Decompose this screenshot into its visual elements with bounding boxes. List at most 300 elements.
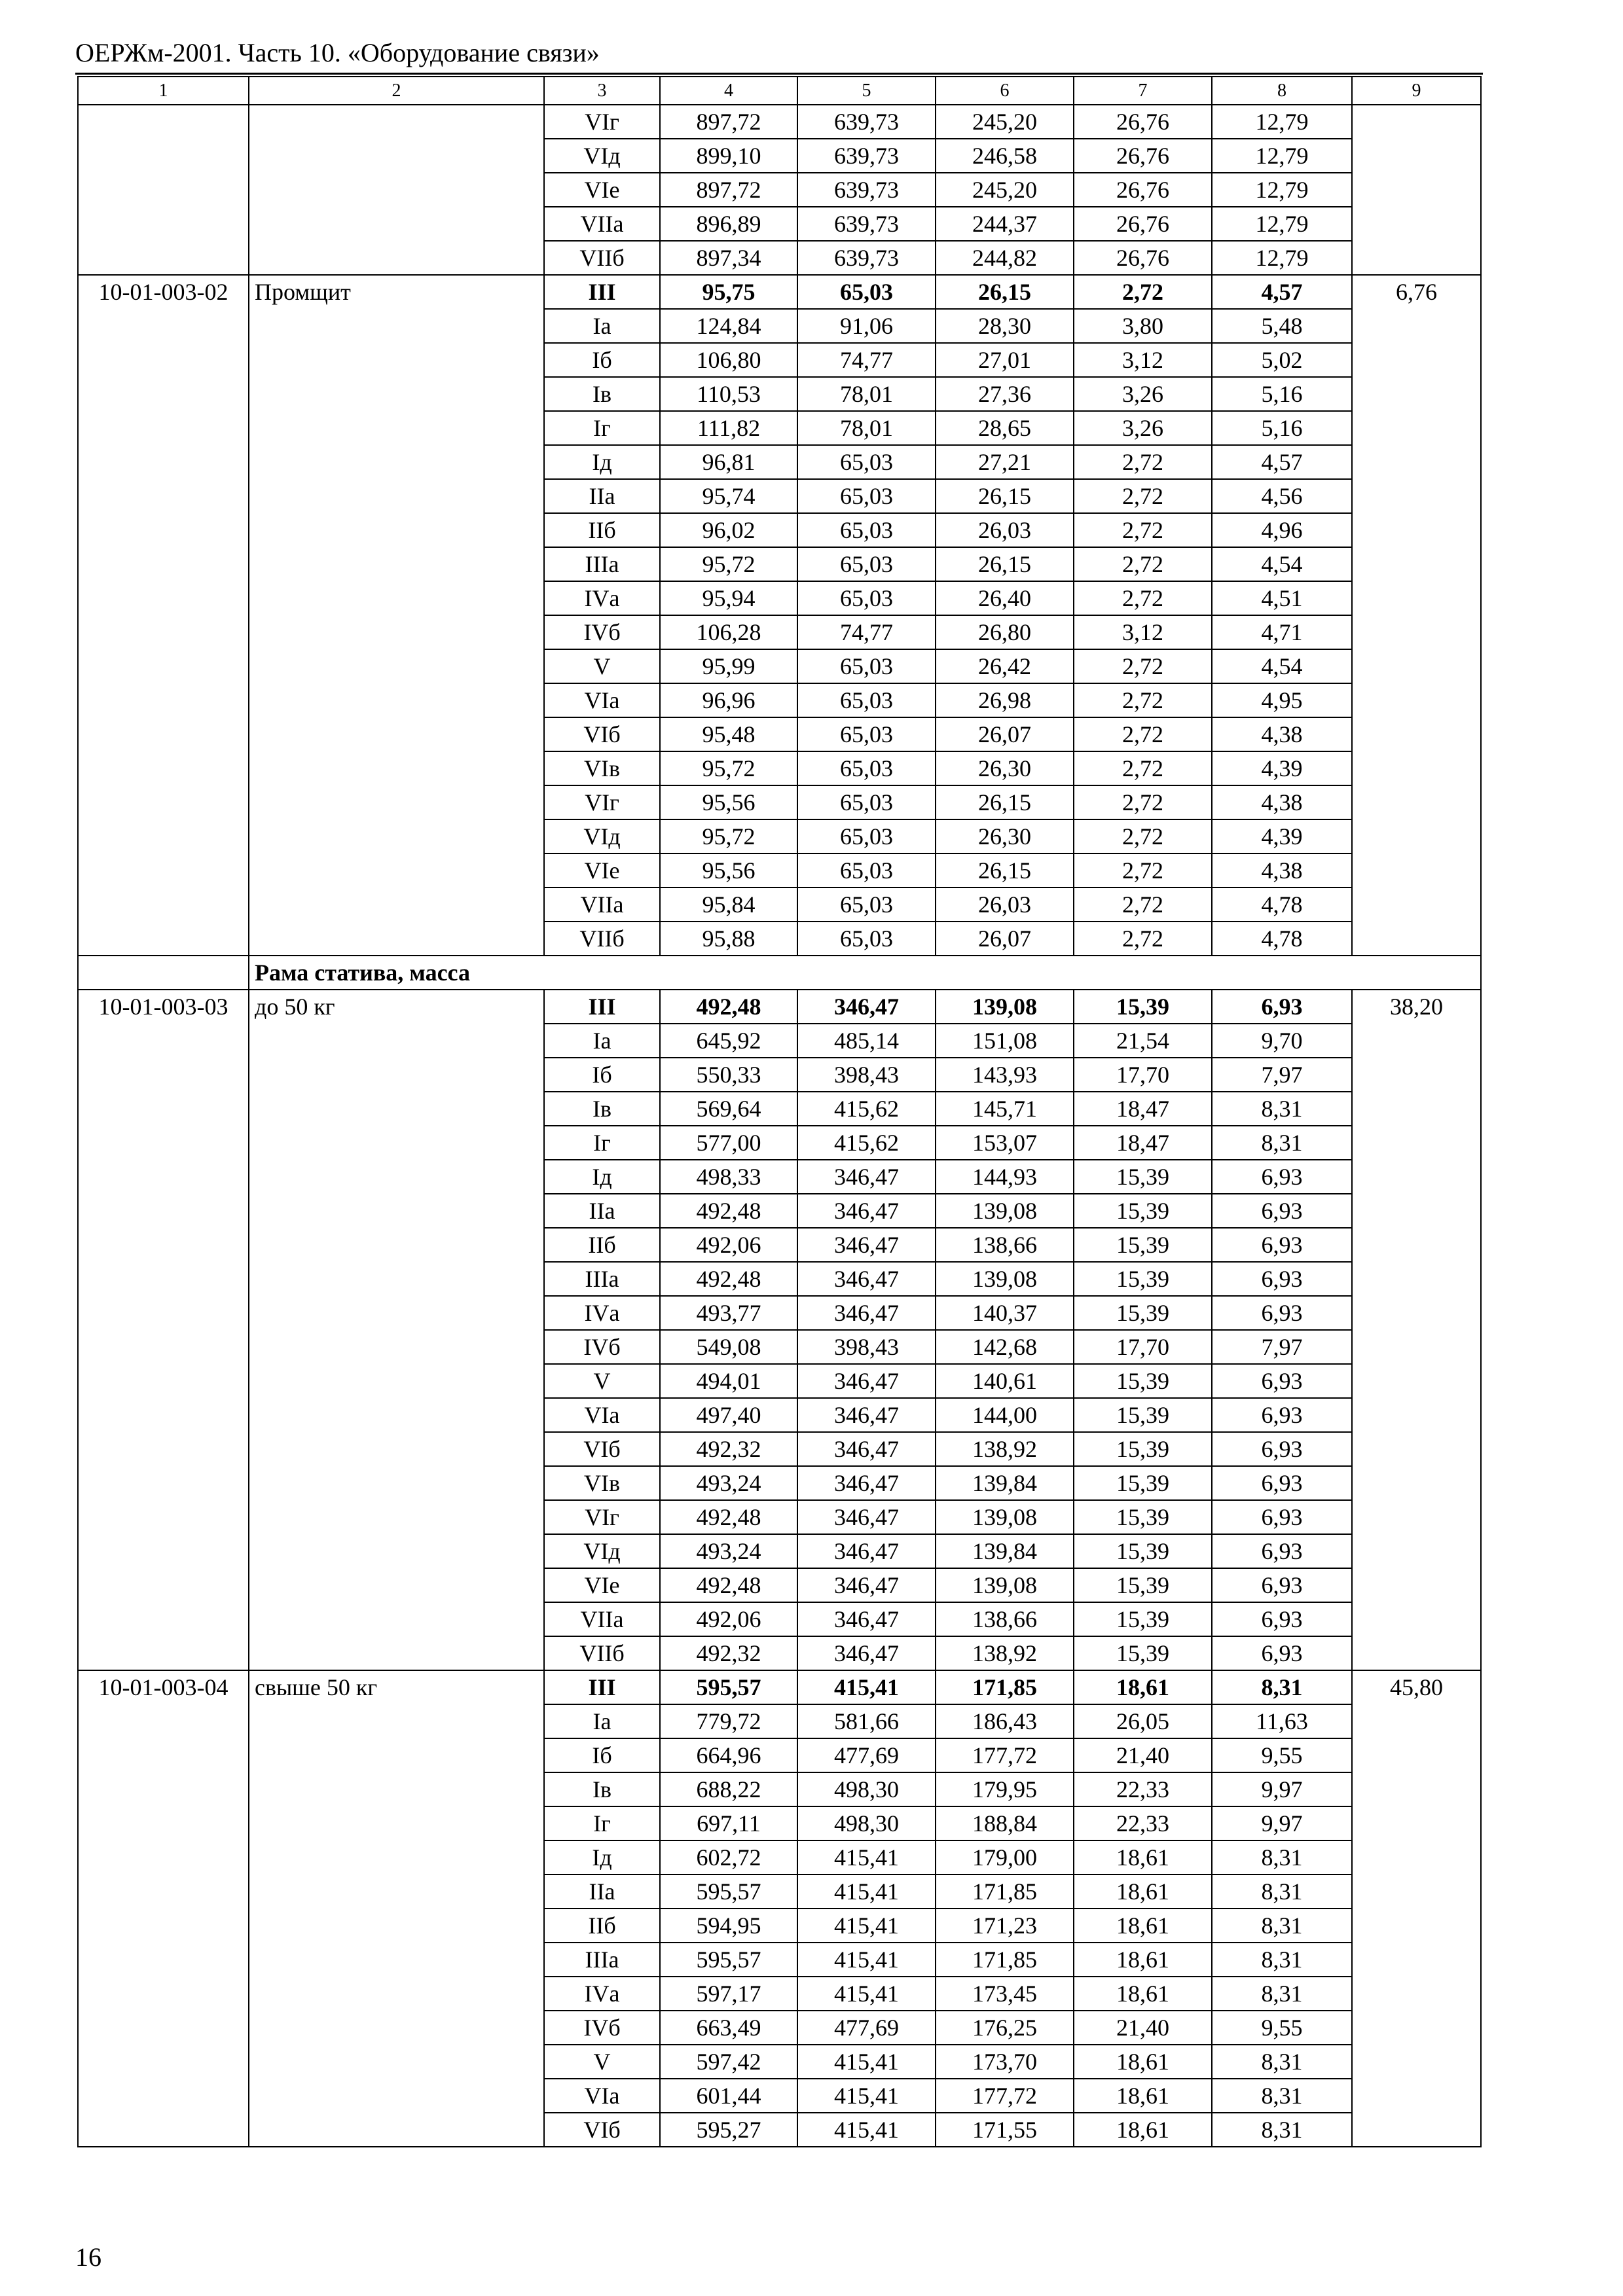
value-col-8: 5,16 (1212, 411, 1352, 445)
value-col-6: 28,30 (936, 309, 1074, 343)
table-row (78, 990, 1481, 1024)
value-col-6: 173,70 (936, 2045, 1074, 2079)
value-col-6: 176,25 (936, 2011, 1074, 2045)
level-cell: Iг (544, 1126, 660, 1160)
value-col-7: 15,39 (1074, 1534, 1212, 1568)
value-col-8: 6,93 (1212, 1568, 1352, 1602)
value-col-4: 494,01 (660, 1364, 797, 1398)
value-col-6: 171,85 (936, 1670, 1074, 1704)
level-cell: IIб (544, 513, 660, 547)
value-col-6: 26,07 (936, 922, 1074, 956)
value-col-5: 346,47 (797, 1296, 936, 1330)
value-col-4: 95,75 (660, 275, 797, 309)
value-col-8: 6,93 (1212, 1296, 1352, 1330)
level-cell: IVа (544, 1296, 660, 1330)
value-col-8: 4,39 (1212, 751, 1352, 785)
value-col-5: 65,03 (797, 445, 936, 479)
value-col-4: 95,72 (660, 547, 797, 581)
value-col-5: 65,03 (797, 547, 936, 581)
column-number-2: 2 (249, 77, 544, 105)
value-col-7: 26,76 (1074, 241, 1212, 275)
table-row (78, 275, 1481, 309)
value-col-6: 27,21 (936, 445, 1074, 479)
level-cell: IIб (544, 1909, 660, 1943)
value-col-8: 4,57 (1212, 275, 1352, 309)
level-cell: VIIб (544, 1636, 660, 1670)
section-title: Рама статива, масса (249, 956, 1481, 990)
value-col-6: 26,15 (936, 479, 1074, 513)
code-cell: 10-01-003-02 (78, 275, 249, 956)
value-col-4: 492,06 (660, 1228, 797, 1262)
code-cell (78, 105, 249, 275)
value-col-6: 171,85 (936, 1943, 1074, 1977)
value-col-4: 897,34 (660, 241, 797, 275)
value-col-5: 415,41 (797, 2045, 936, 2079)
value-col-4: 602,72 (660, 1840, 797, 1874)
value-col-4: 497,40 (660, 1398, 797, 1432)
value-col-4: 492,48 (660, 990, 797, 1024)
value-col-4: 95,88 (660, 922, 797, 956)
value-col-7: 18,61 (1074, 1840, 1212, 1874)
value-col-4: 645,92 (660, 1024, 797, 1058)
value-col-6: 173,45 (936, 1977, 1074, 2011)
value-col-5: 346,47 (797, 1262, 936, 1296)
value-col-4: 492,06 (660, 1602, 797, 1636)
value-col-6: 27,36 (936, 377, 1074, 411)
value-col-6: 26,07 (936, 717, 1074, 751)
value-col-7: 18,61 (1074, 2079, 1212, 2113)
value-col-7: 18,61 (1074, 1670, 1212, 1704)
value-col-7: 21,40 (1074, 2011, 1212, 2045)
value-col-7: 15,39 (1074, 1432, 1212, 1466)
level-cell: Iа (544, 1024, 660, 1058)
column-number-4: 4 (660, 77, 797, 105)
level-cell: III (544, 990, 660, 1024)
level-cell: Iв (544, 377, 660, 411)
value-col-6: 138,92 (936, 1636, 1074, 1670)
value-col-5: 346,47 (797, 990, 936, 1024)
value-col-4: 492,32 (660, 1636, 797, 1670)
level-cell: IVб (544, 1330, 660, 1364)
value-col-7: 15,39 (1074, 1602, 1212, 1636)
value-col-7: 18,61 (1074, 2045, 1212, 2079)
value-col-6: 27,01 (936, 343, 1074, 377)
value-col-5: 65,03 (797, 275, 936, 309)
level-cell: Iб (544, 1058, 660, 1092)
level-cell: VIб (544, 717, 660, 751)
value-col-6: 171,23 (936, 1909, 1074, 1943)
value-col-4: 111,82 (660, 411, 797, 445)
level-cell: VIIб (544, 241, 660, 275)
level-cell: IVа (544, 581, 660, 615)
value-col-6: 26,15 (936, 275, 1074, 309)
value-col-4: 95,74 (660, 479, 797, 513)
level-cell: VIд (544, 139, 660, 173)
value-col-8: 4,38 (1212, 785, 1352, 819)
level-cell: VIа (544, 2079, 660, 2113)
value-col-8: 7,97 (1212, 1330, 1352, 1364)
value-col-8: 9,97 (1212, 1806, 1352, 1840)
value-col-7: 18,61 (1074, 1943, 1212, 1977)
value-col-5: 346,47 (797, 1466, 936, 1500)
value-col-4: 595,57 (660, 1670, 797, 1704)
value-col-8: 8,31 (1212, 1943, 1352, 1977)
value-col-8: 6,93 (1212, 1194, 1352, 1228)
value-col-5: 74,77 (797, 615, 936, 649)
value-col-8: 6,93 (1212, 1398, 1352, 1432)
level-cell: IIIа (544, 1943, 660, 1977)
level-cell: Iб (544, 1738, 660, 1772)
value-col-5: 415,41 (797, 1943, 936, 1977)
column-number-8: 8 (1212, 77, 1352, 105)
value-col-8: 7,97 (1212, 1058, 1352, 1092)
value-col-5: 415,41 (797, 1670, 936, 1704)
value-col-7: 15,39 (1074, 1262, 1212, 1296)
level-cell: VIе (544, 1568, 660, 1602)
value-col-6: 244,82 (936, 241, 1074, 275)
value-col-8: 12,79 (1212, 139, 1352, 173)
value-col-4: 492,32 (660, 1432, 797, 1466)
value-col-6: 246,58 (936, 139, 1074, 173)
value-col-7: 18,61 (1074, 2113, 1212, 2147)
value-col-6: 26,30 (936, 819, 1074, 853)
value-col-6: 26,40 (936, 581, 1074, 615)
value-col-7: 2,72 (1074, 888, 1212, 922)
value-col-8: 4,56 (1212, 479, 1352, 513)
value-col-4: 95,72 (660, 751, 797, 785)
value-col-4: 492,48 (660, 1262, 797, 1296)
level-cell: Iв (544, 1092, 660, 1126)
value-col-8: 9,97 (1212, 1772, 1352, 1806)
value-col-4: 492,48 (660, 1500, 797, 1534)
value-col-4: 95,56 (660, 853, 797, 888)
level-cell: IIIа (544, 547, 660, 581)
value-col-6: 177,72 (936, 1738, 1074, 1772)
value-col-8: 11,63 (1212, 1704, 1352, 1738)
value-col-5: 477,69 (797, 1738, 936, 1772)
value-col-7: 26,05 (1074, 1704, 1212, 1738)
value-col-4: 779,72 (660, 1704, 797, 1738)
value-col-6: 139,08 (936, 1194, 1074, 1228)
value-col-7: 26,76 (1074, 139, 1212, 173)
value-col-5: 415,41 (797, 2079, 936, 2113)
value-col-6: 138,66 (936, 1602, 1074, 1636)
value-col-5: 415,41 (797, 2113, 936, 2147)
value-col-8: 4,38 (1212, 717, 1352, 751)
value-col-7: 2,72 (1074, 853, 1212, 888)
table-row (78, 1670, 1481, 1704)
value-col-7: 2,72 (1074, 922, 1212, 956)
value-col-5: 346,47 (797, 1534, 936, 1568)
value-col-6: 26,03 (936, 513, 1074, 547)
table-row (78, 105, 1481, 139)
value-col-5: 65,03 (797, 683, 936, 717)
value-col-6: 144,00 (936, 1398, 1074, 1432)
value-col-5: 65,03 (797, 513, 936, 547)
value-col-4: 597,42 (660, 2045, 797, 2079)
value-col-4: 549,08 (660, 1330, 797, 1364)
value-col-4: 493,24 (660, 1466, 797, 1500)
value-col-5: 91,06 (797, 309, 936, 343)
value-col-6: 142,68 (936, 1330, 1074, 1364)
value-col-7: 2,72 (1074, 275, 1212, 309)
value-col-8: 5,48 (1212, 309, 1352, 343)
value-col-6: 139,08 (936, 1568, 1074, 1602)
value-col-6: 28,65 (936, 411, 1074, 445)
level-cell: VIа (544, 1398, 660, 1432)
value-col-8: 4,39 (1212, 819, 1352, 853)
value-col-7: 2,72 (1074, 445, 1212, 479)
value-col-7: 3,80 (1074, 309, 1212, 343)
value-col-8: 8,31 (1212, 2079, 1352, 2113)
value-col-5: 346,47 (797, 1568, 936, 1602)
level-cell: VIв (544, 751, 660, 785)
level-cell: VIIа (544, 207, 660, 241)
column-number-3: 3 (544, 77, 660, 105)
value-col-5: 65,03 (797, 649, 936, 683)
value-col-4: 492,48 (660, 1194, 797, 1228)
value-col-5: 485,14 (797, 1024, 936, 1058)
value-col-7: 2,72 (1074, 649, 1212, 683)
value-col-5: 398,43 (797, 1058, 936, 1092)
level-cell: IIа (544, 1194, 660, 1228)
name-cell: свыше 50 кг (249, 1670, 544, 2147)
value-col-4: 492,48 (660, 1568, 797, 1602)
value-col-8: 5,16 (1212, 377, 1352, 411)
value-col-4: 577,00 (660, 1126, 797, 1160)
value-col-5: 346,47 (797, 1432, 936, 1466)
value-col-4: 106,80 (660, 343, 797, 377)
value-col-5: 65,03 (797, 581, 936, 615)
value-col-7: 15,39 (1074, 1636, 1212, 1670)
value-col-4: 597,17 (660, 1977, 797, 2011)
section-empty-cell (78, 956, 249, 990)
value-col-5: 65,03 (797, 717, 936, 751)
value-col-4: 493,77 (660, 1296, 797, 1330)
value-col-8: 4,96 (1212, 513, 1352, 547)
level-cell: VIе (544, 853, 660, 888)
value-col-5: 65,03 (797, 888, 936, 922)
value-col-6: 179,00 (936, 1840, 1074, 1874)
value-col-8: 6,93 (1212, 1432, 1352, 1466)
value-col-8: 12,79 (1212, 207, 1352, 241)
value-col-4: 95,72 (660, 819, 797, 853)
value-col-4: 95,56 (660, 785, 797, 819)
value-col-6: 171,85 (936, 1874, 1074, 1909)
value-col-5: 74,77 (797, 343, 936, 377)
level-cell: VIIа (544, 888, 660, 922)
value-col-4: 106,28 (660, 615, 797, 649)
value-col-5: 398,43 (797, 1330, 936, 1364)
value-col-8: 8,31 (1212, 1874, 1352, 1909)
level-cell: VIб (544, 2113, 660, 2147)
value-col-4: 95,48 (660, 717, 797, 751)
value-col-7: 15,39 (1074, 1398, 1212, 1432)
value-col-5: 346,47 (797, 1160, 936, 1194)
value-col-8: 9,55 (1212, 1738, 1352, 1772)
value-col-7: 2,72 (1074, 751, 1212, 785)
level-cell: IIа (544, 1874, 660, 1909)
column-number-9: 9 (1352, 77, 1481, 105)
value-col-5: 78,01 (797, 411, 936, 445)
value-col-6: 138,66 (936, 1228, 1074, 1262)
value-col-5: 346,47 (797, 1194, 936, 1228)
value-col-7: 18,47 (1074, 1092, 1212, 1126)
level-cell: IVб (544, 615, 660, 649)
value-col-7: 15,39 (1074, 1500, 1212, 1534)
value-col-8: 6,93 (1212, 1636, 1352, 1670)
header-rule (75, 73, 1483, 75)
value-col-6: 171,55 (936, 2113, 1074, 2147)
value-col-8: 5,02 (1212, 343, 1352, 377)
value-col-6: 179,95 (936, 1772, 1074, 1806)
value-col-7: 18,61 (1074, 1874, 1212, 1909)
level-cell: VIIб (544, 922, 660, 956)
value-col-6: 244,37 (936, 207, 1074, 241)
value-col-4: 569,64 (660, 1092, 797, 1126)
value-col-7: 26,76 (1074, 207, 1212, 241)
level-cell: VIг (544, 785, 660, 819)
value-col-6: 139,08 (936, 1500, 1074, 1534)
level-cell: IIа (544, 479, 660, 513)
value-col-4: 96,96 (660, 683, 797, 717)
value-col-7: 15,39 (1074, 1160, 1212, 1194)
value-col-6: 151,08 (936, 1024, 1074, 1058)
value-col-7: 15,39 (1074, 1296, 1212, 1330)
value-col-6: 139,08 (936, 1262, 1074, 1296)
value-col-6: 153,07 (936, 1126, 1074, 1160)
level-cell: Iа (544, 309, 660, 343)
value-col-5: 639,73 (797, 241, 936, 275)
value-col-8: 6,93 (1212, 1262, 1352, 1296)
value-col-7: 3,12 (1074, 343, 1212, 377)
value-col-5: 346,47 (797, 1602, 936, 1636)
value-col-7: 18,61 (1074, 1977, 1212, 2011)
value-col-7: 21,40 (1074, 1738, 1212, 1772)
level-cell: III (544, 275, 660, 309)
value-col-5: 78,01 (797, 377, 936, 411)
value-col-8: 12,79 (1212, 105, 1352, 139)
level-cell: VIе (544, 173, 660, 207)
value-col-8: 9,55 (1212, 2011, 1352, 2045)
name-cell: Промщит (249, 275, 544, 956)
value-col-8: 8,31 (1212, 1977, 1352, 2011)
level-cell: VIг (544, 105, 660, 139)
value-col-6: 26,15 (936, 547, 1074, 581)
value-col-6: 26,42 (936, 649, 1074, 683)
value-col-8: 6,93 (1212, 990, 1352, 1024)
value-col-7: 15,39 (1074, 1568, 1212, 1602)
level-cell: Iв (544, 1772, 660, 1806)
value-col-8: 12,79 (1212, 173, 1352, 207)
value-col-7: 2,72 (1074, 581, 1212, 615)
value-col-8: 4,57 (1212, 445, 1352, 479)
value-col-8: 8,31 (1212, 1840, 1352, 1874)
column-number-6: 6 (936, 77, 1074, 105)
value-col-8: 6,93 (1212, 1160, 1352, 1194)
value-col-7: 2,72 (1074, 513, 1212, 547)
level-cell: Iг (544, 1806, 660, 1840)
col9-cell (1352, 105, 1481, 275)
value-col-7: 17,70 (1074, 1058, 1212, 1092)
name-cell (249, 105, 544, 275)
value-col-5: 65,03 (797, 751, 936, 785)
level-cell: Iа (544, 1704, 660, 1738)
value-col-6: 138,92 (936, 1432, 1074, 1466)
value-col-8: 6,93 (1212, 1228, 1352, 1262)
value-col-7: 2,72 (1074, 479, 1212, 513)
value-col-8: 6,93 (1212, 1364, 1352, 1398)
value-col-6: 26,03 (936, 888, 1074, 922)
level-cell: Iг (544, 411, 660, 445)
value-col-7: 22,33 (1074, 1772, 1212, 1806)
value-col-6: 143,93 (936, 1058, 1074, 1092)
level-cell: Iд (544, 1160, 660, 1194)
level-cell: IVа (544, 1977, 660, 2011)
value-col-5: 639,73 (797, 173, 936, 207)
value-col-7: 17,70 (1074, 1330, 1212, 1364)
value-col-4: 95,99 (660, 649, 797, 683)
value-col-8: 8,31 (1212, 1126, 1352, 1160)
value-col-7: 3,12 (1074, 615, 1212, 649)
level-cell: VIб (544, 1432, 660, 1466)
value-col-4: 595,57 (660, 1943, 797, 1977)
level-cell: Iд (544, 445, 660, 479)
value-col-4: 124,84 (660, 309, 797, 343)
level-cell: VIа (544, 683, 660, 717)
code-cell: 10-01-003-03 (78, 990, 249, 1670)
name-cell: до 50 кг (249, 990, 544, 1670)
value-col-7: 15,39 (1074, 1364, 1212, 1398)
value-col-5: 498,30 (797, 1806, 936, 1840)
value-col-6: 139,08 (936, 990, 1074, 1024)
value-col-8: 6,93 (1212, 1500, 1352, 1534)
value-col-4: 697,11 (660, 1806, 797, 1840)
table-body (78, 77, 1481, 2147)
value-col-7: 21,54 (1074, 1024, 1212, 1058)
value-col-5: 415,62 (797, 1092, 936, 1126)
value-col-4: 595,57 (660, 1874, 797, 1909)
level-cell: VIIа (544, 1602, 660, 1636)
value-col-8: 4,54 (1212, 649, 1352, 683)
page-number: 16 (75, 2242, 101, 2272)
value-col-7: 2,72 (1074, 683, 1212, 717)
value-col-8: 4,51 (1212, 581, 1352, 615)
value-col-6: 26,30 (936, 751, 1074, 785)
value-col-5: 415,41 (797, 1840, 936, 1874)
value-col-6: 26,15 (936, 853, 1074, 888)
value-col-4: 896,89 (660, 207, 797, 241)
value-col-8: 4,38 (1212, 853, 1352, 888)
value-col-4: 899,10 (660, 139, 797, 173)
column-number-1: 1 (78, 77, 249, 105)
value-col-5: 415,41 (797, 1874, 936, 1909)
column-numbers-row (78, 77, 1481, 105)
value-col-6: 26,15 (936, 785, 1074, 819)
column-number-5: 5 (797, 77, 936, 105)
value-col-5: 415,41 (797, 1909, 936, 1943)
value-col-8: 4,71 (1212, 615, 1352, 649)
value-col-8: 6,93 (1212, 1466, 1352, 1500)
value-col-8: 4,95 (1212, 683, 1352, 717)
value-col-6: 140,61 (936, 1364, 1074, 1398)
value-col-8: 4,54 (1212, 547, 1352, 581)
section-row (78, 956, 1481, 990)
value-col-6: 26,98 (936, 683, 1074, 717)
value-col-8: 8,31 (1212, 1909, 1352, 1943)
value-col-5: 639,73 (797, 207, 936, 241)
value-col-4: 595,27 (660, 2113, 797, 2147)
